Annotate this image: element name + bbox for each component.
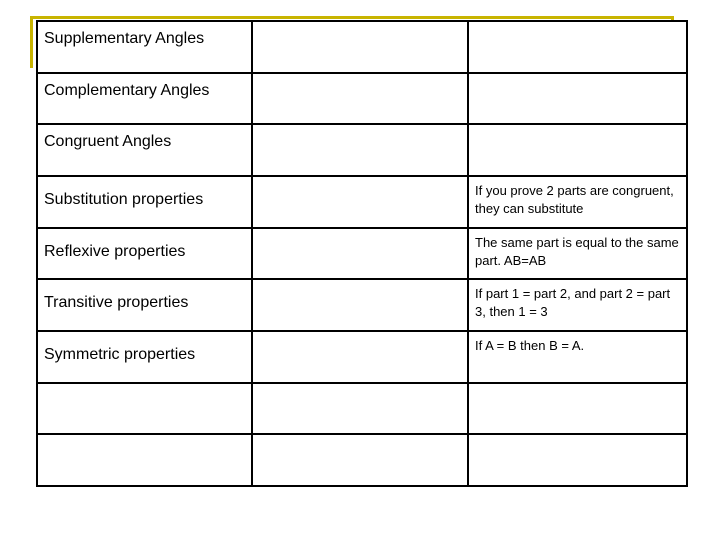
- note-cell[interactable]: [468, 21, 687, 73]
- table-row: [37, 124, 687, 176]
- blank-cell[interactable]: [252, 124, 468, 176]
- table-row: [37, 21, 687, 73]
- cell-text: [253, 435, 467, 440]
- table-row: [37, 279, 687, 331]
- blank-cell[interactable]: [252, 176, 468, 228]
- note-cell[interactable]: [468, 434, 687, 486]
- blank-cell[interactable]: [252, 331, 468, 383]
- note-cell[interactable]: [468, 176, 687, 228]
- blank-cell[interactable]: [252, 279, 468, 331]
- note-text: If A = B then B = A.: [475, 337, 585, 353]
- term-label: Transitive properties: [44, 294, 189, 312]
- term-cell[interactable]: [37, 21, 252, 73]
- note-text: If you prove 2 parts are congruent, they can substitute: [475, 182, 674, 216]
- cell-text: [253, 22, 467, 27]
- notes-table: [36, 20, 688, 487]
- table-row: [37, 383, 687, 435]
- blank-cell[interactable]: [252, 21, 468, 73]
- note-text: If part 1 = part 2, and part 2 = part 3, then 1 = 3: [475, 286, 671, 320]
- term-cell[interactable]: [37, 228, 252, 280]
- term-cell[interactable]: [37, 331, 252, 383]
- blank-cell[interactable]: [252, 434, 468, 486]
- table-row: [37, 228, 687, 280]
- note-text: [469, 435, 686, 440]
- blank-cell[interactable]: [252, 73, 468, 125]
- cell-text: [253, 332, 467, 337]
- term-label: Supplementary Angles: [44, 30, 205, 47]
- term-label: [38, 384, 251, 391]
- cell-text: [253, 229, 467, 234]
- term-label: Congruent Angles: [44, 133, 172, 151]
- note-text: [469, 384, 686, 389]
- term-cell[interactable]: [37, 124, 252, 176]
- cell-text: [253, 74, 467, 79]
- note-cell[interactable]: [468, 73, 687, 125]
- term-cell[interactable]: [37, 383, 252, 435]
- cell-text: [253, 280, 467, 285]
- table-row: [37, 331, 687, 383]
- note-cell[interactable]: [468, 331, 687, 383]
- title-frame-accent-left: [30, 16, 33, 68]
- note-cell[interactable]: [468, 228, 687, 280]
- note-text: [469, 125, 686, 130]
- term-cell[interactable]: [37, 176, 252, 228]
- table-row: [37, 434, 687, 486]
- note-cell[interactable]: [468, 383, 687, 435]
- note-text: [469, 74, 686, 79]
- table-row: [37, 73, 687, 125]
- cell-text: [253, 384, 467, 389]
- term-label: Complementary Angles: [44, 81, 210, 99]
- term-label: Substitution properties: [44, 190, 204, 208]
- term-label: Symmetric properties: [44, 345, 196, 363]
- note-text: The same part is equal to the same part. AB=AB: [475, 234, 679, 268]
- term-label: Reflexive properties: [44, 242, 186, 260]
- note-cell[interactable]: [468, 124, 687, 176]
- term-cell[interactable]: [37, 434, 252, 486]
- term-label: [38, 435, 251, 442]
- term-cell[interactable]: [37, 73, 252, 125]
- blank-cell[interactable]: [252, 383, 468, 435]
- cell-text: [253, 177, 467, 182]
- note-text: [469, 22, 686, 27]
- blank-cell[interactable]: [252, 228, 468, 280]
- table-row: [37, 176, 687, 228]
- cell-text: [253, 125, 467, 130]
- note-cell[interactable]: [468, 279, 687, 331]
- term-cell[interactable]: [37, 279, 252, 331]
